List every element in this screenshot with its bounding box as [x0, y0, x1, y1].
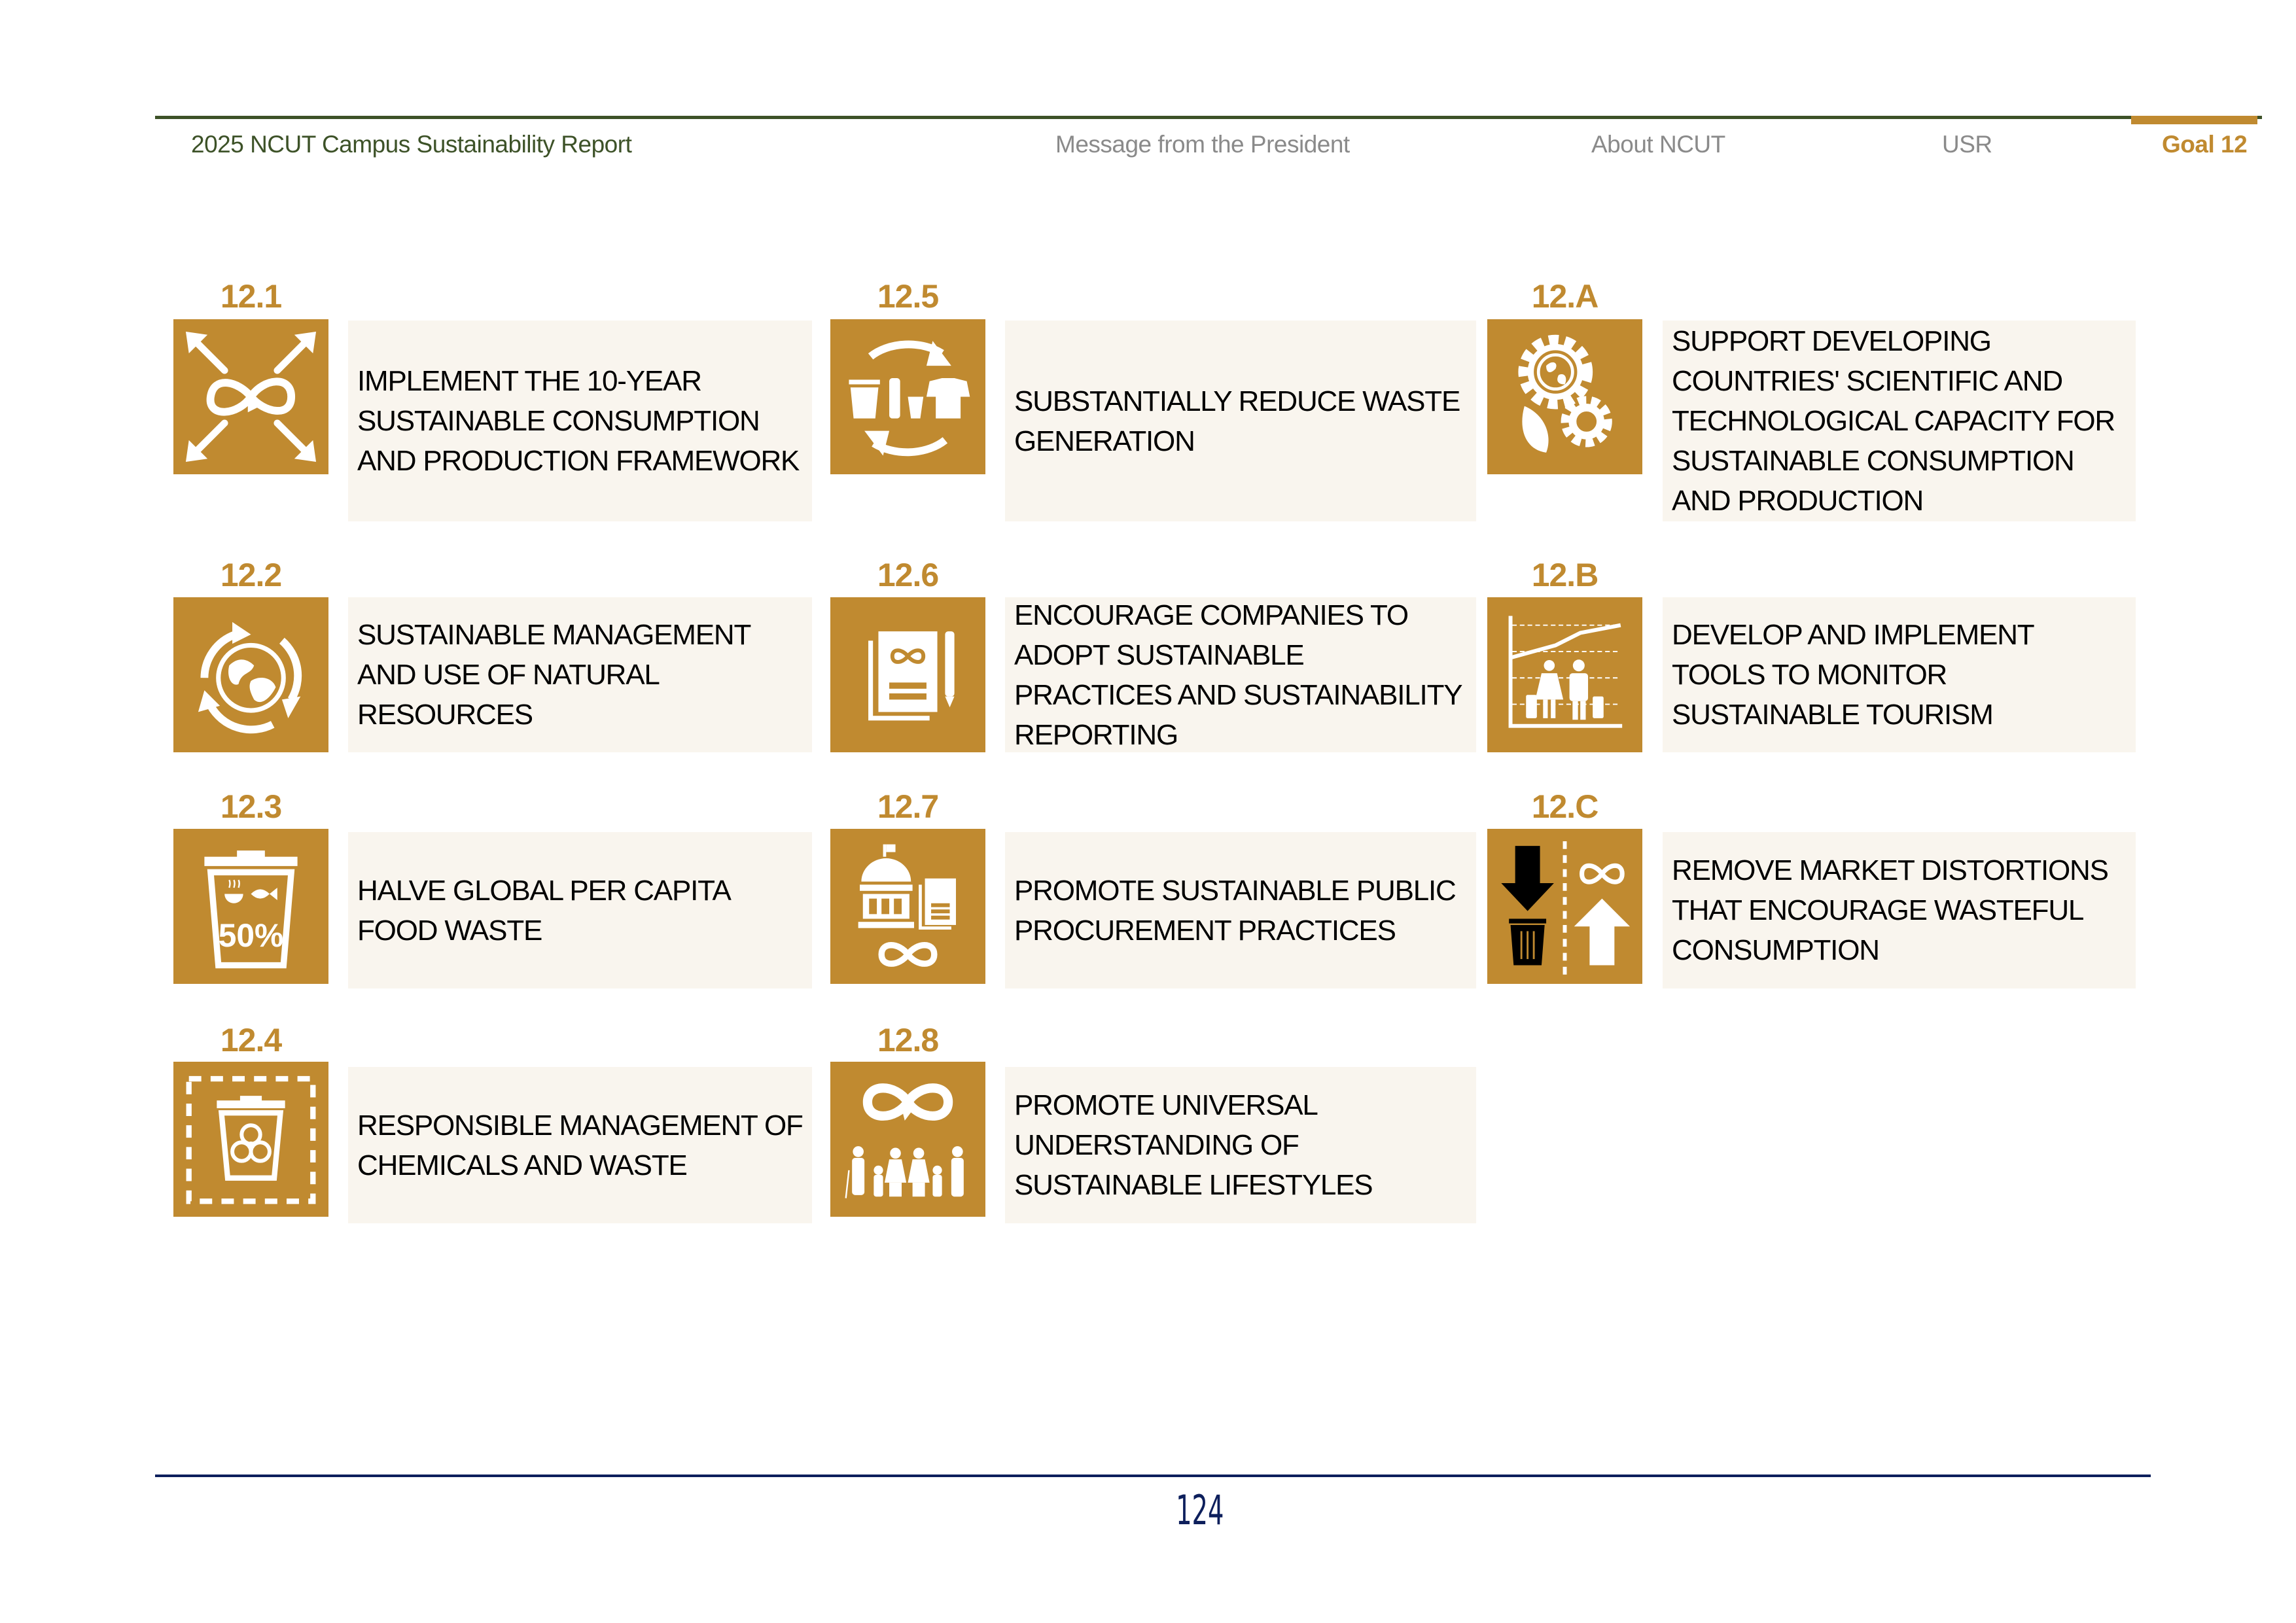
report-title: 2025 NCUT Campus Sustainability Report — [191, 131, 632, 158]
target-number: 12.7 — [877, 788, 939, 825]
nav-message-from-president[interactable]: Message from the President — [1055, 131, 1350, 158]
target-number: 12.4 — [220, 1022, 282, 1058]
target-number: 12.6 — [877, 557, 939, 593]
target-description-panel — [1005, 597, 1476, 752]
target-description: IMPLEMENT THE 10-YEAR SUSTAINABLE CONSUMPTION AND PRODUCTION FRAMEWORK — [357, 365, 800, 477]
gears-globe-leaf-icon — [1487, 319, 1642, 474]
target-number: 12.1 — [220, 278, 282, 315]
svg-text:50%: 50% — [218, 917, 284, 954]
page-number: 124 — [1176, 1486, 1224, 1534]
nav-about-ncut[interactable]: About NCUT — [1591, 131, 1725, 158]
target-number: 12.C — [1531, 788, 1598, 825]
target-number: 12.3 — [220, 788, 282, 825]
target-description: SUSTAINABLE MANAGEMENT AND USE OF NATURAL RESOURCES — [357, 619, 751, 731]
target-description: PROMOTE SUSTAINABLE PUBLIC PROCUREMENT PRACTICES — [1014, 874, 1456, 947]
biohazard-bin-icon — [173, 1062, 328, 1217]
globe-cycle-icon — [173, 597, 328, 752]
family-infinity-icon — [830, 1062, 985, 1217]
nav-goal-12[interactable]: Goal 12 — [2162, 131, 2248, 158]
active-section-indicator — [2131, 116, 2257, 124]
target-description-panel — [348, 1067, 812, 1223]
header-rule — [155, 116, 2262, 119]
target-description: HALVE GLOBAL PER CAPITA FOOD WASTE — [357, 874, 730, 947]
sustainability-report-icon — [830, 597, 985, 752]
target-description: DEVELOP AND IMPLEMENT TOOLS TO MONITOR SUSTAINABLE TOURISM — [1672, 619, 2034, 731]
target-description-panel — [348, 832, 812, 988]
target-description: ENCOURAGE COMPANIES TO ADOPT SUSTAINABLE PRACTICES AND SUSTAINABILITY REPORTING — [1014, 599, 1462, 751]
target-description: PROMOTE UNIVERSAL UNDERSTANDING OF SUSTAINABLE LIFESTYLES — [1014, 1089, 1373, 1201]
nav-usr[interactable]: USR — [1942, 131, 1992, 158]
public-procurement-icon — [830, 829, 985, 984]
target-number: 12.A — [1531, 278, 1598, 315]
target-description-panel — [1663, 597, 2136, 752]
target-description-panel — [1663, 321, 2136, 521]
target-description: REMOVE MARKET DISTORTIONS THAT ENCOURAGE WASTEFUL CONSUMPTION — [1672, 854, 2108, 966]
target-number: 12.B — [1531, 557, 1598, 593]
recycle-waste-icon — [830, 319, 985, 474]
food-waste-bin-50-icon — [173, 829, 328, 984]
target-description: RESPONSIBLE MANAGEMENT OF CHEMICALS AND WASTE — [357, 1109, 803, 1181]
target-number: 12.5 — [877, 278, 939, 315]
market-distortion-icon — [1487, 829, 1642, 984]
target-description-panel — [1005, 1067, 1476, 1223]
target-description: SUBSTANTIALLY REDUCE WASTE GENERATION — [1014, 385, 1460, 457]
target-description-panel — [1005, 321, 1476, 521]
infinity-arrows-icon — [173, 319, 328, 474]
target-number: 12.2 — [220, 557, 282, 593]
target-description-panel — [348, 321, 812, 521]
footer-rule — [155, 1475, 2151, 1477]
target-description-panel — [1663, 832, 2136, 988]
target-description-panel — [1005, 832, 1476, 988]
target-number: 12.8 — [877, 1022, 939, 1058]
target-description-panel — [348, 597, 812, 752]
tourism-chart-icon — [1487, 597, 1642, 752]
target-description: SUPPORT DEVELOPING COUNTRIES' SCIENTIFIC AND TECHNOLOGICAL CAPACITY FOR SUSTAINABLE CONSUMPTION AND PRODUCTION — [1672, 325, 2115, 517]
